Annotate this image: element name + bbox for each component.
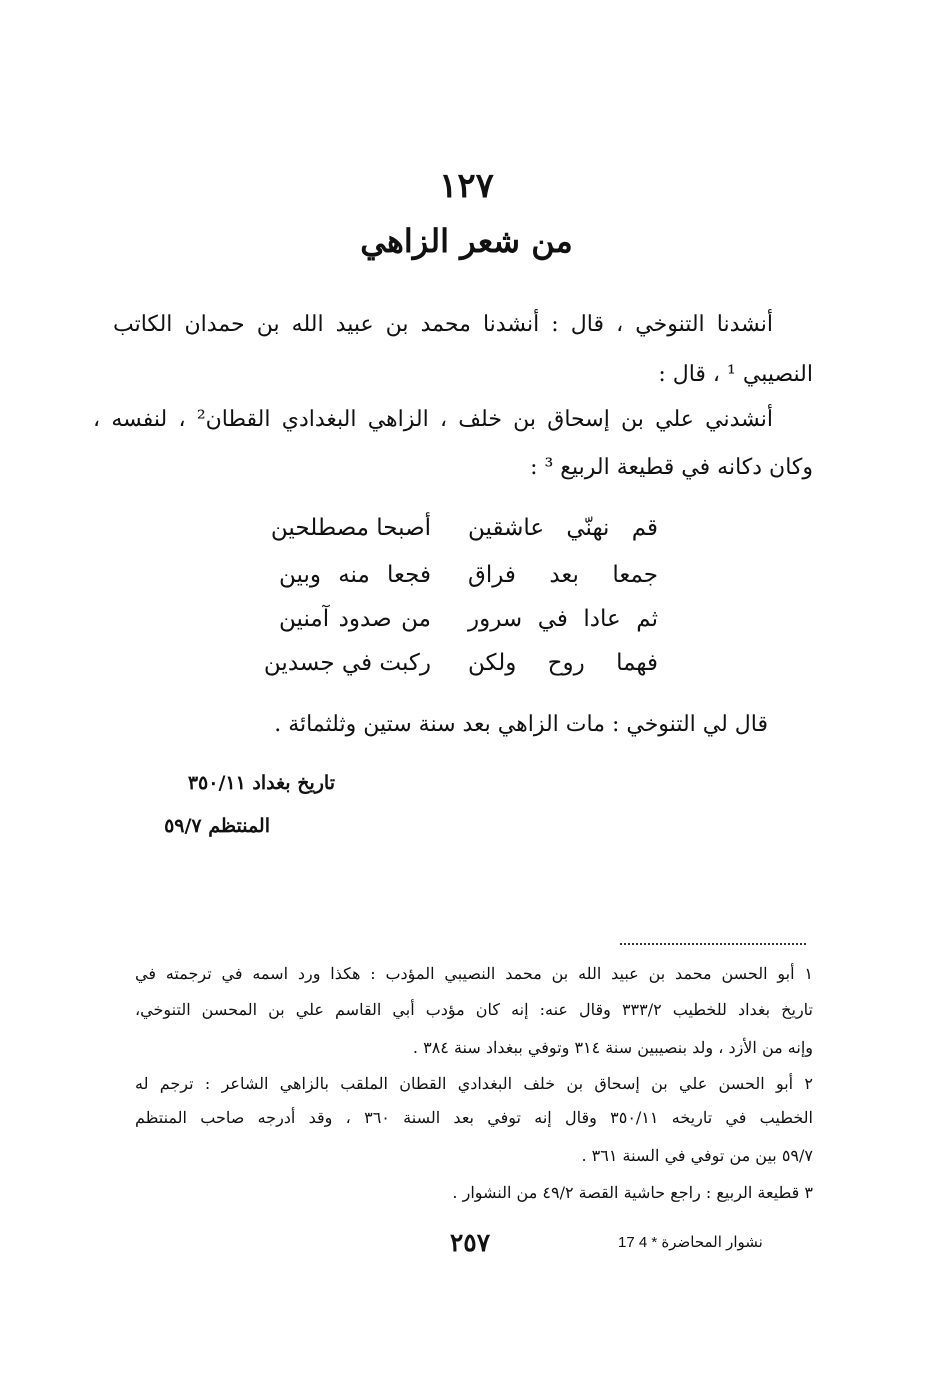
paragraph-line-2: النصيبي ¹ ، قال : [658,362,813,387]
printer-signature: 17 نشوار المحاضرة * 4 [618,1234,763,1251]
story-number: ١٢٧ [439,166,494,206]
verse-1-first-hemistich: قم نهنّي عاشقين [468,515,658,541]
footnote-line: ٥٩/٧ بين من توفي في السنة ٣٦١ . [581,1146,813,1165]
paragraph-line-1: أنشدنا التنوخي ، قال : أنشدنا محمد بن عبيد الله بن حمدان الكاتب [113,312,773,337]
paragraph-line-4: وكان دكانه في قطيعة الربيع ³ : [530,455,813,480]
footnote-line: ١ أبو الحسن محمد بن عبيد الله بن محمد النصيبي المؤدب : هكذا ورد اسمه في ترجمته في [135,964,814,983]
source-reference: المنتظم ٥٩/٧ [164,815,270,837]
footnote-line: تاريخ بغداد للخطيب ٣٣٣/٢ وقال عنه: إنه كان مؤدب أبي القاسم علي بن المحسن التنوخي، [135,1000,814,1019]
verse-4-second-hemistich: ركبت في جسدين [263,650,431,676]
verse-3-first-hemistich: ثم عادا في سرور [468,606,658,632]
footnote-line: ٣ قطيعة الربيع : راجع حاشية القصة ٤٩/٢ من النشوار . [452,1183,813,1202]
verse-2-first-hemistich: جمعا بعد فراق [468,562,658,588]
footnote-line: وإنه من الأزد ، ولد بنصيبين سنة ٣١٤ وتوفي ببغداد سنة ٣٨٤ . [412,1038,813,1057]
verse-3-second-hemistich: من صدود آمنين [279,606,431,632]
verse-2-second-hemistich: فجعا منه وبين [279,562,431,588]
story-title: من شعر الزاهي [360,222,573,260]
footnote-divider [620,943,806,945]
footnote-line: الخطيب في تاريخه ٣٥٠/١١ وقال إنه توفي بعد السنة ٣٦٠ ، وقد أدرجه صاحب المنتظم [135,1108,813,1127]
paragraph-line-3: أنشدني علي بن إسحاق بن خلف ، الزاهي البغدادي القطان² ، لنفسه ، [93,407,774,432]
page-number: ٢٥٧ [449,1228,491,1257]
footnote-line: ٢ أبو الحسن علي بن إسحاق بن خلف البغدادي القطان الملقب بالزاهي الشاعر : ترجم له [135,1074,814,1093]
verse-4-first-hemistich: فهما روح ولكن [468,650,658,676]
closing-note: قال لي التنوخي : مات الزاهي بعد سنة ستين وثلثمائة . [274,712,768,737]
source-reference: تاريخ بغداد ٣٥٠/١١ [187,772,335,794]
verse-1-second-hemistich: أصبحا مصطلحين [270,515,431,541]
